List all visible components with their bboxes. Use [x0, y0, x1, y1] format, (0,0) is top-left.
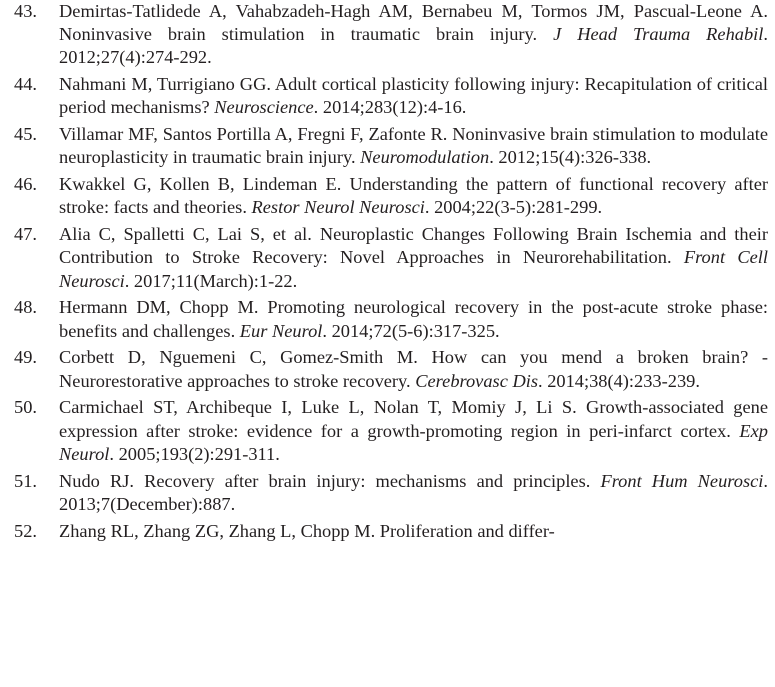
reference-authors-title: Zhang RL, Zhang ZG, Zhang L, Chopp M. Proliferation and differ- [59, 520, 555, 541]
reference-number: 50. [14, 397, 37, 418]
reference-text [59, 124, 768, 167]
reference-list [14, 0, 768, 543]
reference-citation: . 2005;193(2):291-311. [109, 443, 280, 464]
reference-number: 48. [14, 297, 37, 318]
reference-item [14, 520, 768, 543]
reference-item [14, 470, 768, 516]
reference-journal: Neuroscience [214, 97, 314, 118]
reference-journal: Exp Neurol [59, 420, 768, 464]
reference-authors-title: Kwakkel G, Kollen B, Lindeman E. Understanding the pattern of functional recovery after stroke: facts and theories. [59, 174, 768, 218]
reference-journal: Front Hum Neurosci [600, 470, 764, 491]
reference-authors-title: Hermann DM, Chopp M. Promoting neurological recovery in the post-acute stroke phase: benefits and challenges. [59, 297, 768, 341]
reference-item [14, 123, 768, 169]
reference-item [14, 346, 768, 392]
reference-citation: . 2012;27(4):274-292. [59, 24, 768, 68]
reference-authors-title: Corbett D, Nguemeni C, Gomez-Smith M. How can you mend a broken brain? - Neurorestorative approaches to stroke recovery. [59, 347, 768, 391]
reference-authors-title: Alia C, Spalletti C, Lai S, et al. Neuroplastic Changes Following Brain Ischemia and their Contribution to Stroke Recovery: Novel Approaches in Neurorehabilitation. [59, 224, 768, 268]
reference-text [59, 521, 555, 541]
reference-journal: Eur Neurol [239, 320, 323, 341]
reference-journal: Front Cell Neurosci [59, 247, 768, 291]
reference-authors-title: Nahmani M, Turrigiano GG. Adult cortical plasticity following injury: Recapitulation of critical period mechanisms? [59, 74, 768, 118]
reference-text [59, 297, 768, 340]
reference-citation: . 2014;283(12):4-16. [313, 97, 467, 118]
reference-number: 44. [14, 74, 37, 95]
reference-journal: Neuromodulation [360, 147, 490, 168]
reference-citation: . 2014;38(4):233-239. [538, 370, 700, 391]
reference-item [14, 223, 768, 293]
reference-text [59, 397, 768, 463]
reference-citation: . 2013;7(December):887. [59, 470, 768, 514]
reference-citation: . 2012;15(4):326-338. [489, 147, 652, 168]
reference-text [59, 74, 768, 117]
reference-text [59, 174, 768, 217]
reference-journal: Cerebrovasc Dis [415, 370, 539, 391]
reference-number: 43. [14, 1, 37, 21]
reference-number: 51. [14, 470, 37, 491]
reference-citation: . 2017;11(March):1-22. [124, 270, 298, 291]
reference-number: 46. [14, 174, 37, 195]
reference-text [59, 224, 768, 290]
reference-item [14, 296, 768, 342]
reference-item [14, 173, 768, 219]
reference-item [14, 396, 768, 466]
reference-number: 52. [14, 520, 37, 541]
reference-authors-title: Nudo RJ. Recovery after brain injury: mechanisms and principles. [59, 470, 601, 491]
reference-text [59, 347, 768, 390]
reference-number: 47. [14, 224, 37, 245]
reference-number: 49. [14, 347, 37, 368]
reference-text [59, 1, 768, 67]
reference-text [59, 471, 768, 514]
reference-authors-title: Villamar MF, Santos Portilla A, Fregni F, Zafonte R. Noninvasive brain stimulation to modulate neuroplasticity in traumatic brain injury. [59, 124, 768, 168]
reference-citation: . 2014;72(5-6):317-325. [322, 320, 500, 341]
reference-authors-title: Demirtas-Tatlidede A, Vahabzadeh-Hagh AM, Bernabeu M, Tormos JM, Pascual-Leone A. Noninvasive brain stimulation in traumatic brain injury. [59, 1, 768, 45]
reference-citation: . 2004;22(3-5):281-299. [424, 197, 603, 218]
reference-number: 45. [14, 124, 37, 145]
reference-item [14, 0, 768, 70]
reference-item [14, 73, 768, 119]
reference-journal: Restor Neurol Neurosci [251, 197, 425, 218]
reference-authors-title: Carmichael ST, Archibeque I, Luke L, Nolan T, Momiy J, Li S. Growth-associated gene expression after stroke: evidence for a growth-promoting region in peri-infarct cortex. [59, 397, 768, 441]
reference-journal: J Head Trauma Rehabil [553, 24, 764, 45]
